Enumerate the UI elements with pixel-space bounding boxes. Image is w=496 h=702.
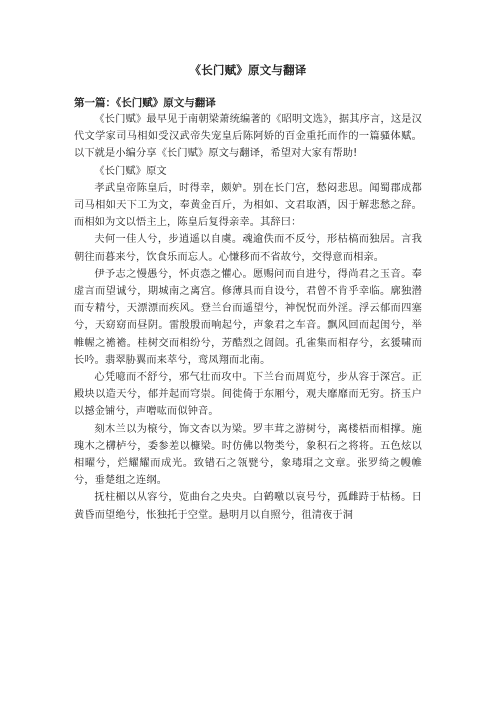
fu-paragraph: 伊予志之慢愚兮，怀贞悫之懽心。愿赐问而自进兮，得尚君之玉音。奉虚言而望诚兮，期城南之离宫。修薄具而自设兮，君曾不肯乎幸临。廓独潜而专精兮，天漂漂而疾风。登兰台而遥望兮，神怳怳而外淫。浮云郁而四塞兮，天窈窈而昼阴。雷殷殷而响起兮，声象君之车音。飘风回而起闺兮，举帷幄之襜襜。桂树交而相纷兮，芳酷烈之訚訚。孔雀集而相存兮，玄猨啸而长吟。翡翠胁翼而来萃兮，鸾凤翔而北南。 xyxy=(74,268,422,366)
fu-paragraph: 刻木兰以为榱兮，饰文杏以为梁。罗丰茸之游树兮，离楼梧而相撑。施瑰木之欂栌兮，委参差以槺梁。时仿佛以物类兮，象积石之将将。五色炫以相曜兮，烂耀耀而成光。致错石之瓴甓兮，象瑇瑁之文章。张罗绮之幔帷兮，垂楚组之连纲。 xyxy=(74,423,422,487)
document-title: 《长门赋》原文与翻译 xyxy=(189,63,307,77)
original-text-heading: 《长门赋》原文 xyxy=(94,165,167,177)
fu-paragraph: 夫何一佳人兮，步逍遥以自虞。魂逾佚而不反兮，形枯槁而独居。言我朝往而暮来兮，饮食乐而忘人。心慊移而不省故兮，交得意而相亲。 xyxy=(74,234,422,263)
preface-paragraph: 孝武皇帝陈皇后，时得幸，颇妒。别在长门宫，愁闷悲思。闻蜀郡成都司马相如天下工为文，奉黄金百斤，为相如、文君取酒，因于解悲愁之辞。而相如为文以悟主上，陈皇后复得亲幸。其辞曰： xyxy=(74,182,422,229)
intro-paragraph: 《长门赋》最早见于南朝梁萧统编著的《昭明文选》，据其序言，这是汉代文学家司马相如受汉武帝失宠皇后陈阿娇的百金重托而作的一篇骚体赋。以下就是小编分享《长门赋》原文与翻译，希望对大家有帮助! xyxy=(74,114,422,160)
fu-paragraph: 抚柱楣以从容兮，览曲台之央央。白鹤噭以哀号兮，孤雌跱于枯杨。日黄昏而望绝兮，怅独托于空堂。悬明月以自照兮，徂清夜于洞 xyxy=(74,492,422,521)
fu-paragraph: 心凭噫而不舒兮，邪气壮而攻中。下兰台而周览兮，步从容于深宫。正殿块以造天兮，郁并起而穹崇。间徙倚于东厢兮，观夫靡靡而无穷。挤玉户以撼金铺兮，声噌吰而似钟音。 xyxy=(74,372,422,418)
section-heading: 第一篇：《长门赋》原文与翻译 xyxy=(74,97,216,109)
document-body xyxy=(74,111,422,524)
